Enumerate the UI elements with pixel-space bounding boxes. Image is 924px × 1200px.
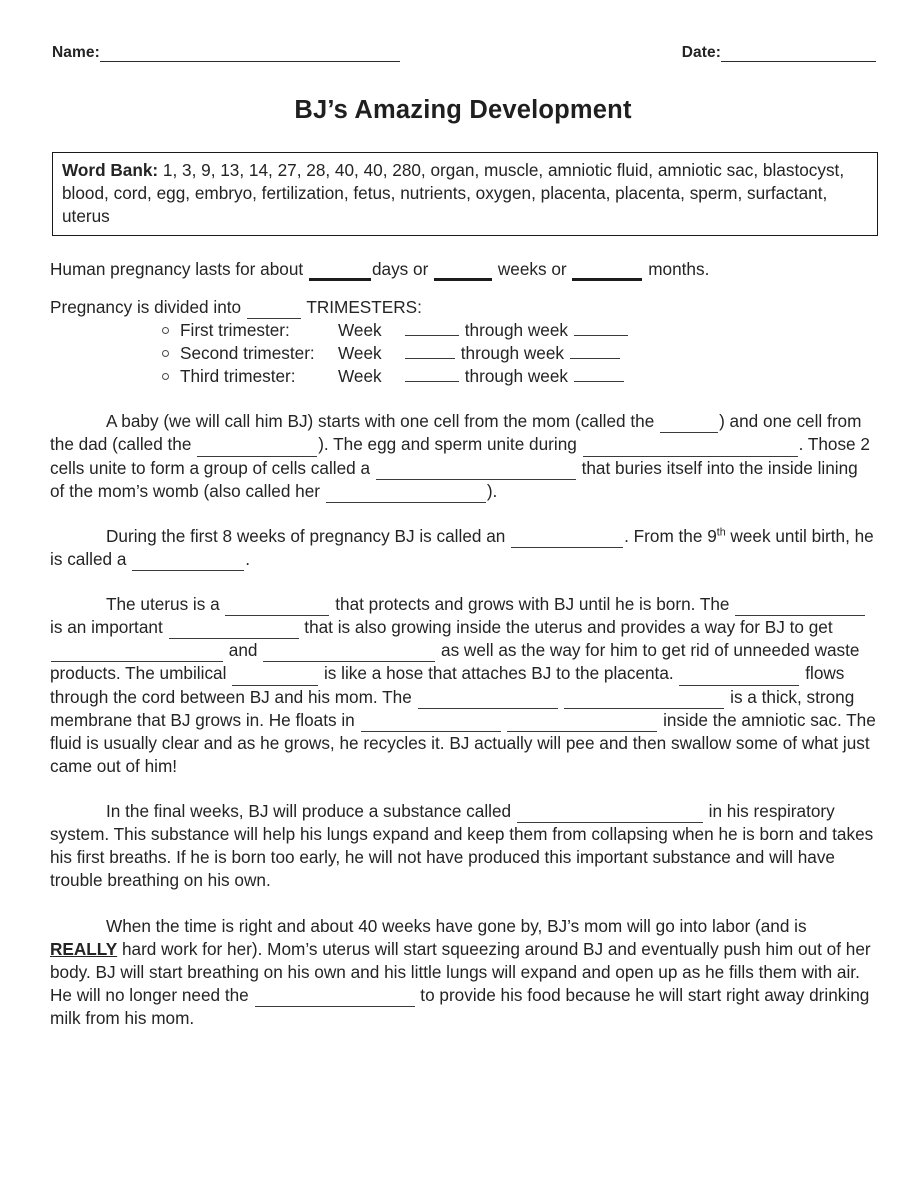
egg-blank[interactable] [660,417,718,433]
trimester-name: First trimester: [180,319,290,340]
paragraph-embryo [50,525,876,571]
fluid-blank[interactable] [507,715,657,731]
word-bank-terms: 1, 3, 9, 13, 14, 27, 28, 40, 40, 280, organ, muscle, amniotic fluid, amniotic sac, blastocyst, blood, cord, egg, embryo, fertilization, fetus, nutrients, oxygen, placenta, placenta, sperm, surfactant, uterus [62,160,845,226]
emphasis-really: REALLY [50,938,118,959]
ordinal-suffix: th [716,526,726,539]
blastocyst-blank[interactable] [376,463,576,479]
spacer [50,571,876,593]
duration-sentence [50,258,876,281]
spacer [50,388,876,410]
uterus-text-11 [502,710,507,730]
trimester-week-word: Week [338,343,382,363]
name-field [52,44,400,62]
circle-bullet-icon [162,350,169,357]
organ-2-blank[interactable] [169,623,299,639]
nutrients-blank[interactable] [51,646,223,662]
sperm-blank[interactable] [197,440,317,456]
trimester-start-blank[interactable] [405,343,455,359]
amniotic-blank-b[interactable] [361,715,501,731]
cord-blank[interactable] [232,669,318,685]
duration-text-4: months. [643,258,710,279]
word-bank-box [52,152,878,236]
amniotic-blank-a[interactable] [418,692,558,708]
list-item [162,365,876,388]
trimester-through-word: through week [460,343,564,363]
name-blank[interactable] [100,47,400,62]
embryo-text-1: During the first 8 weeks of pregnancy BJ is called an [106,525,511,546]
paragraph-conception [50,410,876,503]
paragraph-labor [50,915,876,1031]
word-bank-label: Word Bank: [62,160,159,180]
labor-text-2: hard work for her). Mom’s uterus will start squeezing around BJ and eventually push him out of her body. BJ will start breathing on his own and his little lungs will expand and open up as he fills them with air. He will no longer need the [50,938,871,1005]
list-item [162,342,876,365]
trimester-through-word: through week [464,319,568,340]
conception-text-5: that buries itself into the inside lining of the mom’s womb (also called her [50,457,858,501]
trimester-list [50,319,876,388]
trimester-week-word: Week [338,366,382,387]
date-field [682,44,876,62]
trimester-name: Third trimester: [180,366,296,387]
uterus-text-5: and [224,640,263,661]
embryo-text-2: . From the 9 [624,525,717,546]
cord-final-blank[interactable] [255,991,415,1007]
fertilization-blank[interactable] [583,440,798,456]
surfactant-blank[interactable] [517,807,703,823]
list-item [162,319,876,342]
circle-bullet-icon [162,373,169,380]
duration-months-blank[interactable] [572,264,642,280]
uterus-text-4: that is also growing inside the uterus and provides a way for BJ to get [299,617,833,638]
spacer [50,281,876,296]
duration-text-2: days or [371,258,434,279]
trimester-intro-text-2: TRIMESTERS: [301,296,422,317]
trimester-intro-text-1: Pregnancy is divided into [50,296,246,317]
labor-text-1: When the time is right and about 40 weeks have gone by, BJ’s mom will go into labor (and is [106,915,807,936]
spacer [50,893,876,915]
uterus-text-10: is a thick, strong membrane that BJ grows in. He floats in [50,686,855,730]
labor-text-3: to provide his food because he will start right away drinking milk from his mom. [50,984,870,1028]
trimester-name: Second trimester: [180,343,315,363]
uterus-text-1: The uterus is a [106,594,225,614]
uterus-text-2: that protects and grows with BJ until he is born. The [330,594,735,614]
surfactant-text-1: In the final weeks, BJ will produce a substance called [106,801,516,821]
circle-bullet-icon [162,327,169,334]
uterus-blank[interactable] [326,486,486,502]
duration-weeks-blank[interactable] [434,264,492,280]
trimester-intro [50,296,876,319]
conception-text-1: A baby (we will call him BJ) starts with one cell from the mom (called the [106,411,660,432]
trimester-end-blank[interactable] [574,320,628,336]
paragraph-surfactant [50,800,876,893]
placenta-blank[interactable] [735,600,865,616]
oxygen-blank[interactable] [263,646,435,662]
embryo-text-4: . [245,548,250,569]
uterus-text-8: flows through the cord between BJ and his mom. The [50,663,845,707]
uterus-text-9 [559,687,564,707]
uterus-text-7: is like a hose that attaches BJ to the placenta. [319,663,679,684]
trimester-end-blank[interactable] [574,366,624,382]
trimester-end-blank[interactable] [570,343,620,359]
duration-text-1: Human pregnancy lasts for about [50,258,308,279]
trimester-start-blank[interactable] [405,320,459,336]
duration-text-3: weeks or [493,258,572,279]
conception-text-6: ). [486,480,498,501]
header-row [52,44,876,62]
embryo-text-3: week until birth, he is called a [50,525,874,569]
organ-blank[interactable] [225,600,329,616]
uterus-text-12: inside the amniotic sac. The fluid is usually clear and as he grows, he recycles it. BJ actually will pee and then swallow some of what just came out of him! [50,709,876,776]
uterus-text-3: is an important [50,617,168,638]
trimester-through-word: through week [464,366,568,387]
conception-text-4: . Those 2 cells unite to form a group of cells called a [50,434,870,478]
conception-text-2: ) and one cell from the dad (called the [50,411,862,455]
duration-days-blank[interactable] [309,264,371,280]
uterus-text-6: as well as the way for him to get rid of unneeded waste products. The umbilical [50,640,860,684]
embryo-ninth-week [624,526,726,546]
embryo-blank[interactable] [511,532,623,548]
paragraph-uterus [50,593,876,778]
conception-text-3: ). The egg and sperm unite during [318,434,582,455]
sac-blank[interactable] [564,692,724,708]
trimester-start-blank[interactable] [405,366,459,382]
trimester-count-blank[interactable] [247,303,301,319]
date-label: Date: [681,44,721,61]
spacer [50,778,876,800]
name-label: Name: [52,44,100,61]
spacer [50,236,876,258]
blood-blank[interactable] [679,669,799,685]
trimester-week-word: Week [338,319,382,340]
spacer [50,503,876,525]
fetus-blank[interactable] [132,555,244,571]
date-blank[interactable] [721,47,876,62]
page-title: BJ’s Amazing Development [294,96,632,124]
surfactant-text-2: in his respiratory system. This substance will help his lungs expand and keep them from collapsing when he is born and takes his first breaths. If he is born too early, he will not have produced this important substance and will have trouble breathing on his own. [50,801,874,891]
